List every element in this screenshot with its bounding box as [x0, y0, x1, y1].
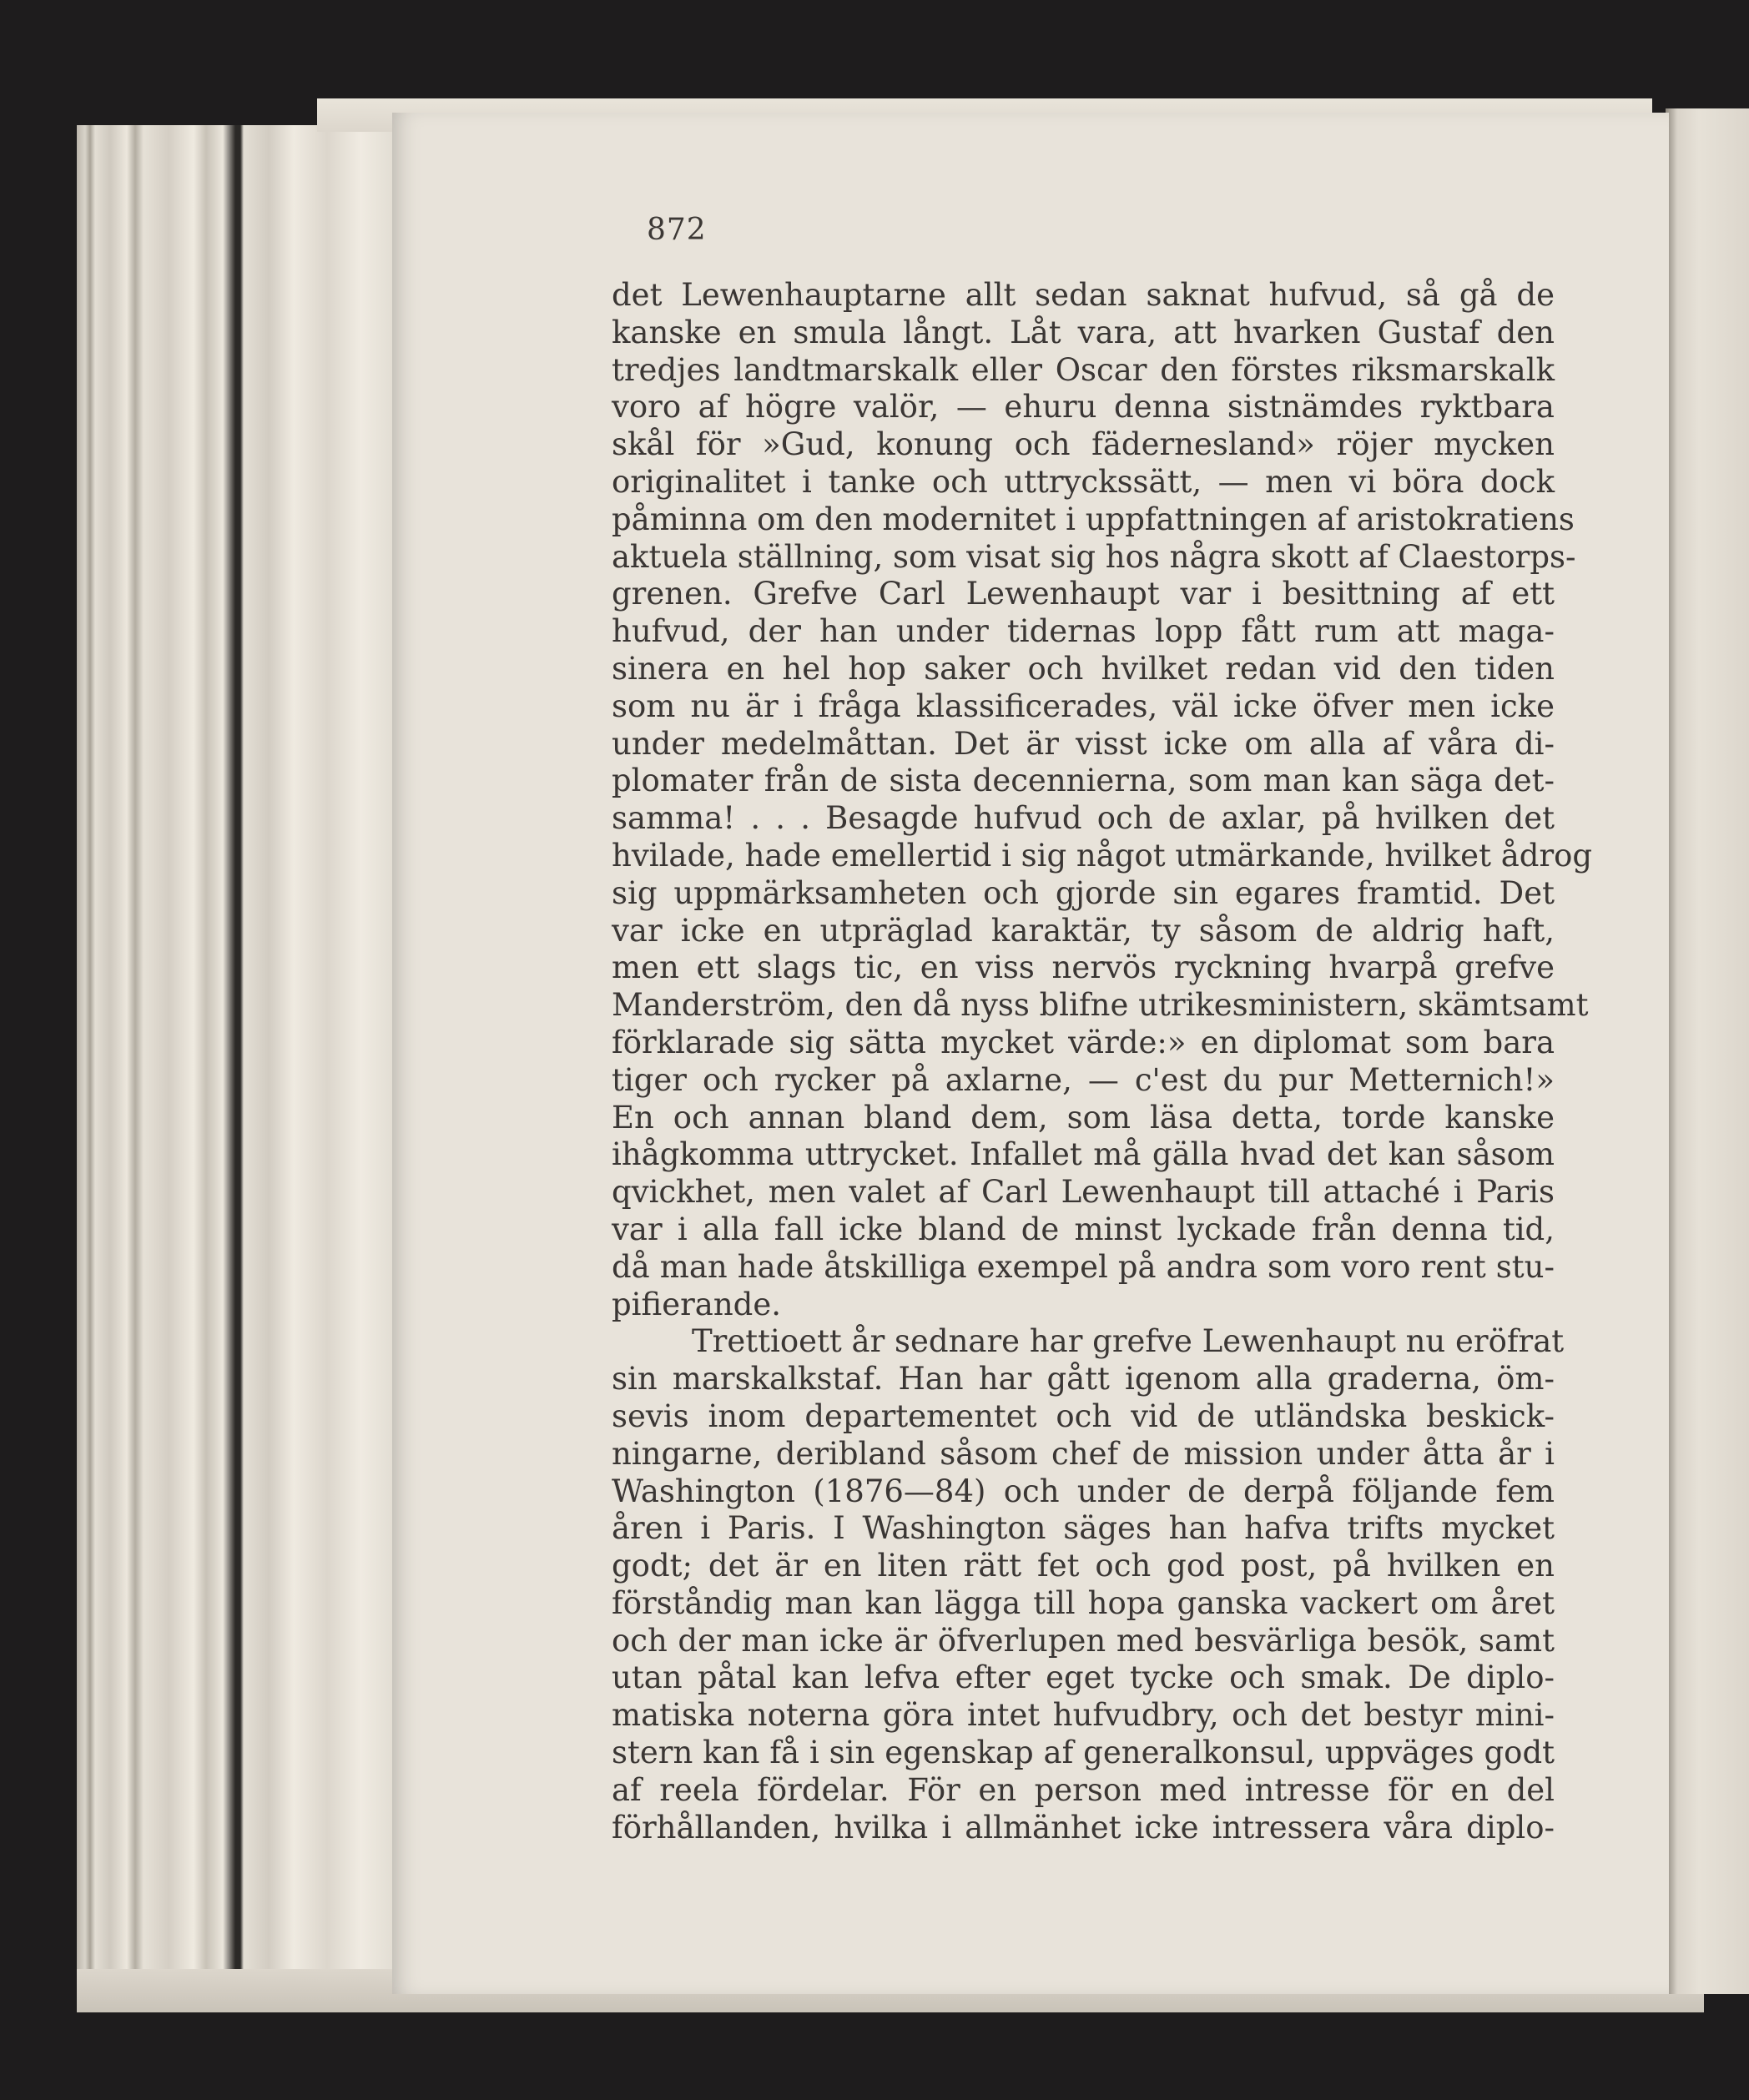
text-line: plomater från de sista decennierna, som man kan säga det-	[612, 763, 1555, 799]
text-line: aktuela ställning, som visat sig hos några skott af Claestorps-	[612, 538, 1576, 575]
text-line: samma! . . . Besagde hufvud och de axlar, på hvilken det	[612, 800, 1555, 837]
text-line: tiger och rycker på axlarne, — c'est du pur Metternich!»	[612, 1061, 1555, 1098]
text-line: förståndig man kan lägga till hopa ganska vackert om året	[612, 1584, 1555, 1621]
text-line: En och annan bland dem, som läsa detta, torde kanske	[612, 1099, 1555, 1136]
text-line: af reela fördelar. För en person med intresse för en del	[612, 1771, 1555, 1808]
text-line: var i alla fall icke bland de minst lyckade från denna tid,	[612, 1211, 1555, 1247]
text-line: och der man icke är öfverlupen med besvärliga besök, samt	[612, 1622, 1555, 1659]
text-line: Washington (1876—84) och under de derpå följande fem	[612, 1473, 1555, 1509]
text-line: hvilade, hade emellertid i sig något utmärkande, hvilket ådrog	[612, 837, 1593, 874]
text-line: var icke en utpräglad karaktär, ty såsom de aldrig haft,	[612, 912, 1555, 949]
text-line: men ett slags tic, en viss nervös ryckning hvarpå grefve	[612, 949, 1555, 986]
text-line: utan påtal kan lefva efter eget tycke och smak. De diplo-	[612, 1659, 1555, 1696]
text-line: grenen. Grefve Carl Lewenhaupt var i besittning af ett	[612, 576, 1555, 612]
text-line: originalitet i tanke och uttryckssätt, — men vi böra dock	[612, 463, 1555, 500]
text-line: qvickhet, men valet af Carl Lewenhaupt till attaché i Paris	[612, 1174, 1555, 1211]
text-line: stern kan få i sin egenskap af generalkonsul, uppväges godt	[612, 1735, 1555, 1771]
text-line: matiska noterna göra intet hufvudbry, och det bestyr mini-	[612, 1697, 1555, 1734]
text-line: som nu är i fråga klassificerades, väl icke öfver men icke	[612, 687, 1555, 724]
text-line-paragraph-start: Trettioett år sednare har grefve Lewenhaupt nu eröfrat	[692, 1323, 1565, 1360]
text-line: sig uppmärksamheten och gjorde sin egares framtid. Det	[612, 874, 1555, 911]
text-line: påminna om den modernitet i uppfattningen af aristokratiens	[612, 501, 1575, 537]
page-number: 872	[647, 213, 707, 247]
text-line: tredjes landtmarskalk eller Oscar den förstes riksmarskalk	[612, 351, 1555, 388]
text-line: det Lewenhauptarne allt sedan saknat hufvud, så gå de	[612, 277, 1555, 313]
text-line: sinera en hel hop saker och hvilket redan vid den tiden	[612, 650, 1555, 687]
text-line: Manderström, den då nyss blifne utrikesministern, skämtsamt	[612, 987, 1589, 1024]
text-line: skål för »Gud, konung och fädernesland» röjer mycken	[612, 426, 1555, 463]
text-line: kanske en smula långt. Låt vara, att hvarken Gustaf den	[612, 314, 1555, 350]
text-line: förklarade sig sätta mycket värde:» en diplomat som bara	[612, 1024, 1555, 1060]
page-body-text	[612, 277, 1593, 1846]
facing-page-edge	[1666, 108, 1749, 1994]
text-line: ningarne, deribland såsom chef de mission under åtta år i	[612, 1435, 1555, 1472]
text-line: hufvud, der han under tidernas lopp fått rum att maga-	[612, 613, 1555, 650]
text-line: under medelmåttan. Det är visst icke om alla af våra di-	[612, 725, 1555, 762]
page-edges	[77, 125, 427, 1986]
text-line: ihågkomma uttrycket. Infallet må gälla hvad det kan såsom	[612, 1136, 1555, 1173]
text-line: då man hade åtskilliga exempel på andra som voro rent stu-	[612, 1248, 1555, 1285]
text-line: godt; det är en liten rätt fet och god post, på hvilken en	[612, 1548, 1555, 1584]
text-line: voro af högre valör, — ehuru denna sistnämdes ryktbara	[612, 389, 1555, 426]
text-line: sin marskalkstaf. Han har gått igenom alla graderna, öm-	[612, 1361, 1555, 1397]
text-line: sevis inom departementet och vid de utländska beskick-	[612, 1397, 1555, 1434]
text-line: åren i Paris. I Washington säges han hafva trifts mycket	[612, 1510, 1555, 1547]
text-line-paragraph-end: pifierande.	[612, 1286, 782, 1322]
text-line: förhållanden, hvilka i allmänhet icke intressera våra diplo-	[612, 1809, 1555, 1846]
